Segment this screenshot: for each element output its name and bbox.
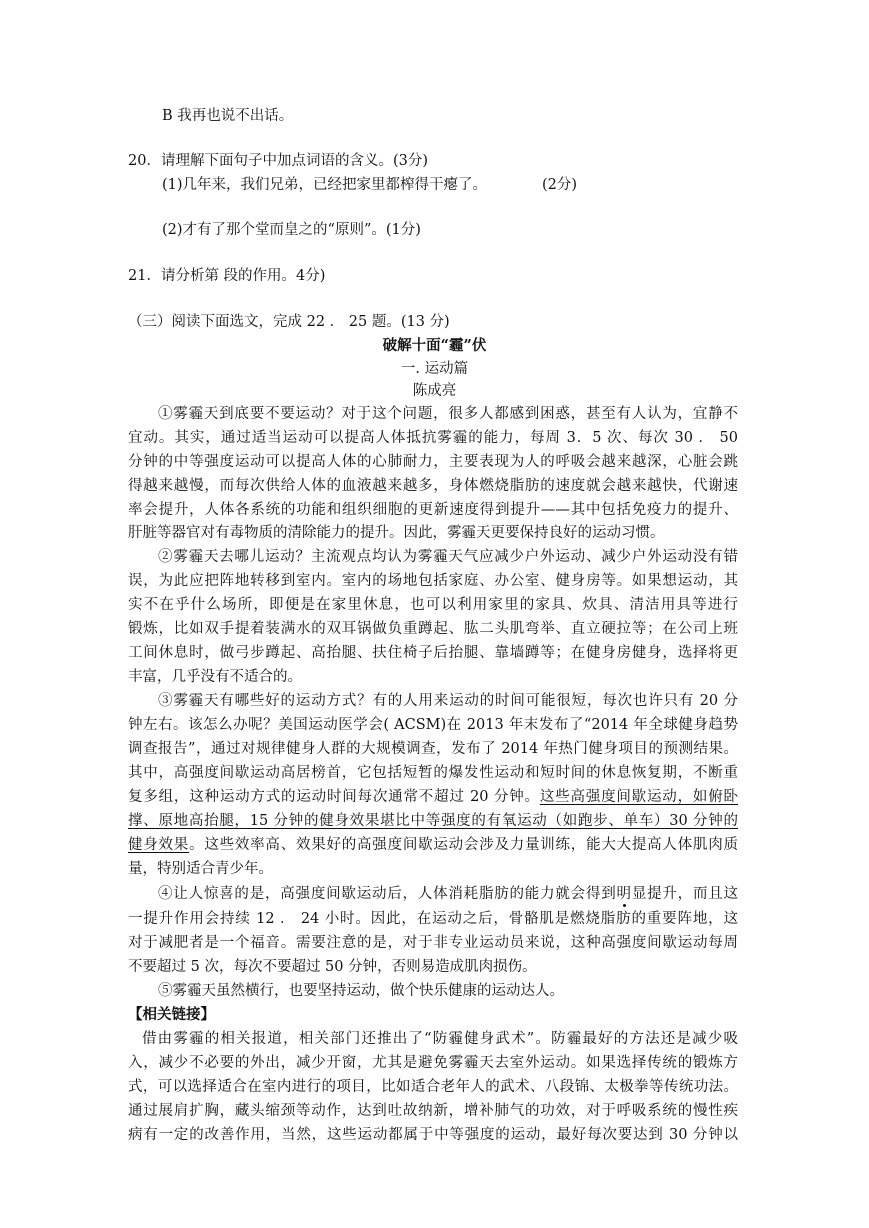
paragraph-3-line: [128, 787, 738, 807]
question-20-2: (2)才有了那个堂而皇之的“原则”。(1分): [162, 222, 421, 238]
paragraph-3-line: 钟左右。该怎么办呢？美国运动医学会( ACSM)在 2013 年末发布了“2014 年全球健身趋势: [128, 717, 738, 733]
paragraph-2-line: 实不在乎什么场所，即便是在家里休息，也可以利用家里的家具、炊具、清洁用具等进行: [128, 597, 738, 613]
paragraph-2-line: ②雾霾天去哪儿运动？主流观点均认为雾霾天气应减少户外运动、减少户外运动没有错: [158, 549, 738, 565]
article-title: 破解十面“霾”伏: [382, 337, 487, 354]
question-20-1: (1)几年来，我们兄弟，已经把家里都榨得干瘪了。: [162, 177, 488, 193]
section-heading: （三）阅读下面选文，完成 22 ． 25 题。(13 分): [128, 314, 450, 330]
paragraph-3-line: 调查报告”，通过对规律健身人群的大规模调查，发布了 2014 年热门健身项目的预测结果。: [128, 741, 738, 757]
paragraph-2-line: 丰富，几乎没有不适合的。: [128, 669, 302, 685]
paragraph-2-line: 误，为此应把阵地转移到室内。室内的场地包括家庭、办公室、健身房等。如果想运动，其: [128, 573, 738, 589]
article-author: 陈成亮: [412, 383, 457, 399]
paragraph-3-text: 复多组，这种运动方式的运动时间每次通常不超过 20 分钟。: [128, 789, 540, 805]
underlined-sentence: 这些高强度间歇运动，如俯卧: [539, 789, 738, 805]
option-b: B 我再也说不出话。: [162, 108, 294, 124]
paragraph-3-line: [128, 835, 738, 855]
paragraph-4-line: 对于减肥者是一个福音。需要注意的是，对于非专业运动员来说，这种高强度间歇运动每周: [128, 935, 738, 951]
underlined-sentence: 健身效果: [128, 837, 190, 853]
paragraph-4-line: 不要超过 5 次，每次不要超过 50 分钟，否则易造成肌肉损伤。: [128, 959, 537, 975]
related-links-heading: 【相关链接】: [128, 1006, 215, 1023]
paragraph-4-text: ④让人惊喜的是，高强度间歇运动后，人体消耗脂肪的能力就会得到: [158, 886, 617, 902]
dotted-word: 明: [616, 886, 632, 902]
related-links-line: 入，减少不必要的外出，减少开窗，尤其是避免雾霾天去室外运动。如果选择传统的锻炼方: [128, 1055, 738, 1071]
paragraph-1-line: 得越来越慢，而每次供给人体的血液越来越多，身体燃烧脂肪的速度就会越来越快，代谢速: [128, 478, 738, 494]
paragraph-1-line: ①雾霾天到底要不要运动？对于这个问题，很多人都感到困惑，甚至有人认为，宜静不: [158, 406, 738, 422]
paragraph-3-text: 。这些效率高、效果好的高强度间歇运动会涉及力量训练，能大大提高人体肌肉质: [189, 837, 738, 853]
related-links-line: 借由雾霾的相关报道，相关部门还推出了“防霾健身武术”。防霾最好的方法还是减少吸: [142, 1031, 738, 1047]
paragraph-2-line: 锻炼，比如双手提着装满水的双耳锅做负重蹲起、肱二头肌弯举、直立硬拉等；在公司上班: [128, 621, 738, 637]
question-20: 20．请理解下面句子中加点词语的含义。(3分): [128, 153, 428, 169]
related-links-line: 通过展肩扩胸，藏头缩颈等动作，达到吐故纳新，增补肺气的功效，对于呼吸系统的慢性疾: [128, 1103, 738, 1119]
paragraph-5-line: ⑤雾霾天虽然横行，也要坚持运动，做个快乐健康的运动达人。: [158, 983, 564, 999]
paragraph-3-line: 量，特别适合青少年。: [128, 861, 273, 877]
question-20-1-score: (2分): [542, 177, 578, 193]
related-links-line: 式，可以选择适合在室内进行的项目，比如适合老年人的武术、八段锦、太极拳等传统功法。: [128, 1079, 738, 1095]
question-21: 21．请分析第 段的作用。4分): [128, 268, 326, 284]
paragraph-4-line: [158, 884, 738, 904]
paragraph-3-line: 其中，高强度间歇运动高居榜首，它包括短暂的爆发性运动和短时间的休息恢复期，不断重: [128, 765, 738, 781]
related-links-line: 病有一定的改善作用，当然，这些运动都属于中等强度的运动，最好每次要达到 30 分钟以: [128, 1127, 738, 1143]
paragraph-1-line: 宜动。其实，通过适当运动可以提高人体抵抗雾霾的能力，每周 3．5 次、每次 30 ． 50: [128, 430, 738, 446]
paragraph-4-line: 一提升作用会持续 12 ． 24 小时。因此，在运动之后，骨骼肌是燃烧脂肪的重要阵地，这: [128, 911, 738, 927]
paragraph-2-line: 工间休息时，做弓步蹲起、高抬腿、扶住椅子后抬腿、靠墙蹲等；在健身房健身，选择将更: [128, 645, 738, 661]
paragraph-1-line: 率会提升，人体各系统的功能和组织细胞的更新速度得到提升——其中包括免疫力的提升、: [128, 502, 738, 518]
article-subtitle: 一. 运动篇: [400, 361, 469, 377]
paragraph-1-line: 肝脏等器官对有毒物质的清除能力的提升。因此，雾霾天更要保持良好的运动习惯。: [128, 525, 665, 541]
paragraph-4-text: 显提升，而且这: [631, 886, 739, 902]
paragraph-1-line: 分钟的中等强度运动可以提高人体的心肺耐力，主要表现为人的呼吸会越来越深，心脏会跳: [128, 454, 738, 470]
underlined-sentence: 撑、原地高抬腿，15 分钟的健身效果堪比中等强度的有氧运动（如跑步、单车）30 分钟的: [128, 813, 738, 829]
paragraph-3-line: ③雾霾天有哪些好的运动方式？有的人用来运动的时间可能很短，每次也许只有 20 分: [158, 693, 738, 709]
